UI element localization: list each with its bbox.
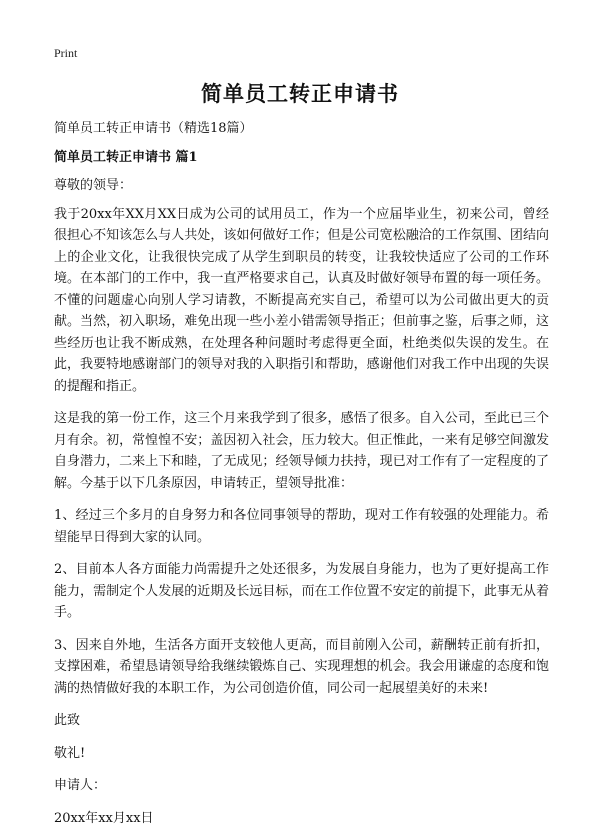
body-paragraph: 这是我的第一份工作，这三个月来我学到了很多，感悟了很多。自入公司，至此已三个月有余。初，常惶惶不安；盖因初入社会，压力较大。但正惟此，一来有足够空间激发自身潜力，二来上下和睦，了无成见；经领导倾力扶持，现已对工作有了一定程度的了解。今基于以下几条原因，申请转正，望领导批准： — [54, 411, 549, 491]
applicant-label: 申请人： — [54, 778, 107, 793]
signature-date: 20xx年xx月xx日 — [54, 810, 154, 826]
greeting: 尊敬的领导： — [54, 178, 133, 193]
document-subtitle: 简单员工转正申请书（精选18篇） — [54, 121, 253, 136]
body-paragraph: 我于20xx年XX月XX日成为公司的试用员工，作为一个应届毕业生，初来公司，曾经很担心不知该怎么与人共处，该如何做好工作；但是公司宽松融洽的工作氛围、团结向上的企业文化，让我很快完成了从学生到职员的转变，让我较快适应了公司的工作环境。在本部门的工作中，我一直严格要求自己，认真及时做好领导布置的每一项任务。不懂的问题虚心向别人学习请教，不断提高充实自己，希望可以为公司做出更大的贡献。当然，初入职场，难免出现一些小差小错需领导指正；但前事之鉴，后事之师，这些经历也让我不断成熟，在处理各种问题时考虑得更全面，杜绝类似失误的发生。在此，我要特地感谢部门的领导对我的入职指引和帮助，感谢他们对我工作中出现的失误的提醒和指正。 — [54, 206, 549, 394]
list-item: 2、目前本人各方面能力尚需提升之处还很多，为发展自身能力，也为了更好提高工作能力，需制定个人发展的近期及长远目标，而在工作位置不安定的前提下，此事无从着手。 — [54, 562, 549, 620]
list-item: 1、经过三个多月的自身努力和各位同事领导的帮助，现对工作有较强的处理能力。希望能早日得到大家的认同。 — [54, 508, 549, 545]
page-title: 简单员工转正申请书 — [201, 81, 399, 106]
section-heading: 简单员工转正申请书 篇1 — [54, 149, 198, 165]
closing-regards: 敬礼! — [54, 745, 86, 761]
list-item: 3、因来自外地，生活各方面开支较他人更高，而目前刚入公司，薪酬转正前有折扣，支撑困难，希望恳请领导给我继续锻炼自己、实现理想的机会。我会用谦虚的态度和饱满的热情做好我的本职工作，为公司创造价值，同公司一起展望美好的未来! — [54, 637, 549, 696]
print-link[interactable]: Print — [54, 46, 78, 60]
closing-salutation: 此致 — [54, 713, 81, 728]
document-body — [54, 118, 549, 840]
